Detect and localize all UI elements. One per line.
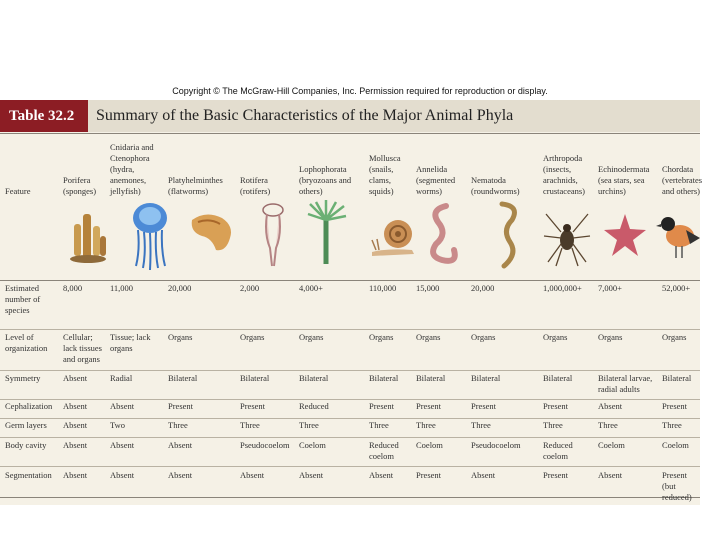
table-cell: Present: [471, 401, 497, 411]
table-cell: Present: [416, 401, 442, 411]
table-cell: Organs: [662, 332, 687, 342]
table-cell: Three: [662, 420, 682, 430]
phylum-name: Annelida: [416, 164, 448, 174]
copyright-notice: Copyright © The McGraw-Hill Companies, Inc. Permission required for reproduction or display.: [172, 86, 548, 96]
table-cell: Coelom: [598, 440, 625, 450]
table-cell: Absent: [110, 470, 135, 480]
table-title-bar: [0, 100, 700, 132]
table-cell: Absent: [598, 401, 623, 411]
table-cell: Bilateral larvae, radial adults: [598, 373, 653, 394]
table-cell: Three: [240, 420, 260, 430]
table-cell: Pseudocoelom: [471, 440, 521, 450]
table-cell: Reduced coelom: [369, 440, 399, 461]
phylum-header: [662, 164, 703, 197]
table-cell: Organs: [598, 332, 623, 342]
table-cell: Three: [299, 420, 319, 430]
table-cell: Present: [168, 401, 194, 411]
table-cell: Present: [662, 401, 688, 411]
phylum-header: [543, 153, 596, 197]
table-cell: Three: [471, 420, 491, 430]
table-cell: Radial: [110, 373, 133, 383]
phylum-name: Porifera: [63, 175, 91, 185]
table-cell: Organs: [299, 332, 324, 342]
table-cell: Three: [416, 420, 436, 430]
table-cell: Absent: [63, 401, 88, 411]
table-cell: Reduced coelom: [543, 440, 573, 461]
flatworm-icon: [186, 208, 236, 263]
row-rule: [0, 370, 700, 371]
table-cell: 11,000: [110, 283, 134, 293]
bryozoan-icon: [304, 200, 350, 271]
table-cell: Three: [598, 420, 618, 430]
phylum-header: [598, 164, 660, 197]
table-cell: Absent: [598, 470, 623, 480]
row-rule: [0, 399, 700, 400]
phylum-header: [299, 164, 367, 197]
table-cell: Absent: [63, 470, 88, 480]
phylum-name: Lophophorata: [299, 164, 347, 174]
table-cell: 4,000+: [299, 283, 323, 293]
table-cell: Organs: [471, 332, 496, 342]
phylum-name: Echinodermata: [598, 164, 650, 174]
table-cell: Present: [240, 401, 266, 411]
table-cell: Three: [369, 420, 389, 430]
phylum-common-name: (snails, clams, squids): [369, 164, 394, 196]
header-top-rule: [0, 133, 700, 134]
phylum-name: Cnidaria and Ctenophora: [110, 142, 154, 163]
table-cell: Absent: [168, 470, 193, 480]
table-cell: 15,000: [416, 283, 440, 293]
table-cell: Absent: [63, 440, 88, 450]
row-rule: [0, 466, 700, 467]
phylum-common-name: (rotifers): [240, 186, 271, 196]
rotifer-icon: [258, 200, 288, 275]
phylum-name: Rotifera: [240, 175, 268, 185]
table-cell: 20,000: [471, 283, 495, 293]
table-cell: Absent: [369, 470, 394, 480]
roundworm-icon: [482, 200, 526, 275]
table-cell: Organs: [240, 332, 265, 342]
row-feature: Estimated number of species: [5, 283, 41, 315]
table-cell: Organs: [543, 332, 568, 342]
phylum-common-name: (insects, arachnids, crustaceans): [543, 164, 586, 196]
sponge-icon: [66, 206, 110, 269]
earthworm-icon: [424, 200, 468, 275]
jellyfish-icon: [128, 200, 172, 275]
phylum-header: [168, 175, 238, 197]
table-cell: Present (but reduced): [662, 470, 692, 502]
phylum-common-name: (sponges): [63, 186, 97, 196]
row-rule: [0, 418, 700, 419]
table-cell: 52,000+: [662, 283, 691, 293]
row-rule: [0, 329, 700, 330]
table-cell: Present: [416, 470, 442, 480]
row-rule: [0, 280, 700, 281]
table-cell: Organs: [369, 332, 394, 342]
table-cell: Absent: [471, 470, 496, 480]
phylum-name: Nematoda: [471, 175, 506, 185]
phylum-common-name: (sea stars, sea urchins): [598, 175, 645, 196]
table-cell: Bilateral: [543, 373, 573, 383]
table-cell: Absent: [63, 420, 88, 430]
table-cell: Bilateral: [299, 373, 329, 383]
table-cell: Absent: [299, 470, 324, 480]
row-rule: [0, 437, 700, 438]
table-cell: Bilateral: [471, 373, 501, 383]
table-cell: Tissue; lack organs: [110, 332, 151, 353]
feature-header: Feature: [5, 186, 31, 196]
table-cell: 2,000: [240, 283, 260, 293]
table-cell: Present: [369, 401, 395, 411]
table-cell: 8,000: [63, 283, 83, 293]
row-feature: Body cavity: [5, 440, 47, 450]
table-cell: Present: [543, 401, 569, 411]
phylum-header: [63, 175, 109, 197]
phylum-header: [110, 142, 166, 197]
phylum-common-name: (vertebrates and others): [662, 175, 703, 196]
table-cell: Bilateral: [416, 373, 446, 383]
table-cell: Bilateral: [662, 373, 692, 383]
table-cell: Organs: [416, 332, 441, 342]
phylum-name: Platyhelminthes: [168, 175, 223, 185]
table-cell: Three: [168, 420, 188, 430]
row-rule: [0, 497, 700, 498]
table-cell: Pseudocoelom: [240, 440, 290, 450]
table-cell: Coelom: [299, 440, 326, 450]
row-feature: Level of organization: [5, 332, 48, 353]
table-title: Summary of the Basic Characteristics of the Major Animal Phyla: [96, 107, 514, 124]
table-cell: Absent: [240, 470, 265, 480]
table-cell: Bilateral: [168, 373, 198, 383]
table-cell: 7,000+: [598, 283, 622, 293]
phylum-name: Chordata: [662, 164, 694, 174]
phylum-header: [416, 164, 469, 197]
table-cell: Absent: [63, 373, 88, 383]
phylum-common-name: (segmented worms): [416, 175, 456, 196]
phyla-table: [0, 100, 703, 505]
phylum-common-name: (flatworms): [168, 186, 209, 196]
table-cell: Absent: [110, 440, 135, 450]
table-cell: 1,000,000+: [543, 283, 582, 293]
snail-icon: [368, 214, 418, 263]
table-cell: 20,000: [168, 283, 192, 293]
spider-icon: [542, 206, 592, 273]
phylum-header: [471, 175, 541, 197]
phylum-common-name: (bryozoans and others): [299, 175, 352, 196]
bird-icon: [656, 208, 702, 265]
table-cell: Coelom: [416, 440, 443, 450]
table-cell: Two: [110, 420, 125, 430]
table-cell: Organs: [168, 332, 193, 342]
table-cell: 110,000: [369, 283, 397, 293]
table-cell: Absent: [110, 401, 135, 411]
row-feature: Segmentation: [5, 470, 52, 480]
table-cell: Three: [543, 420, 563, 430]
table-label: Table 32.2: [0, 100, 88, 132]
phylum-name: Arthropoda: [543, 153, 583, 163]
phylum-common-name: (roundworms): [471, 186, 520, 196]
table-cell: Cellular; lack tissues and organs: [63, 332, 102, 364]
table-cell: Bilateral: [240, 373, 270, 383]
phylum-header: [240, 175, 297, 197]
table-cell: Coelom: [662, 440, 689, 450]
phylum-header: [369, 153, 414, 197]
sea-star-icon: [602, 212, 648, 263]
table-cell: Bilateral: [369, 373, 399, 383]
row-feature: Cephalization: [5, 401, 53, 411]
table-cell: Present: [543, 470, 569, 480]
table-cell: Reduced: [299, 401, 329, 411]
row-feature: Germ layers: [5, 420, 47, 430]
row-feature: Symmetry: [5, 373, 41, 383]
table-cell: Absent: [168, 440, 193, 450]
phylum-name: Mollusca: [369, 153, 401, 163]
phylum-common-name: (hydra, anemones, jellyfish): [110, 164, 147, 196]
